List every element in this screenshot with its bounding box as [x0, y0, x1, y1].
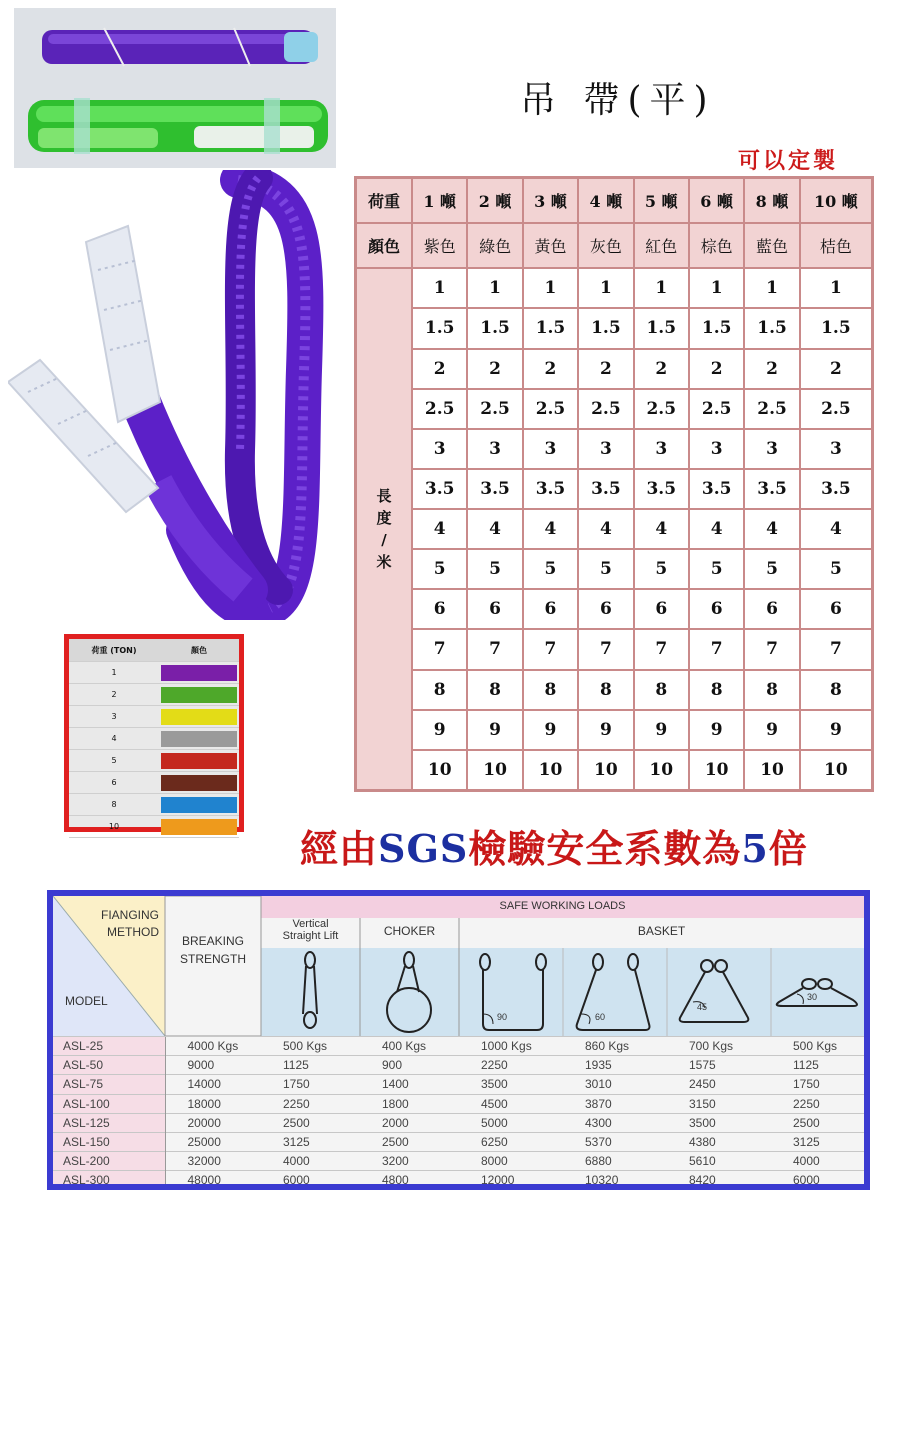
swl-model-cell: ASL-25: [53, 1037, 165, 1056]
swl-value-cell: 4380: [667, 1132, 771, 1151]
length-cell: 3: [467, 429, 522, 469]
length-cell: 8: [412, 670, 467, 710]
legend-color-swatch: [159, 728, 239, 750]
legend-swatch-fill: [161, 797, 237, 813]
length-cell: 8: [634, 670, 689, 710]
length-cell: 4: [578, 509, 633, 549]
swl-value-cell: 4800: [360, 1171, 459, 1184]
load-header: 4 噸: [578, 178, 633, 223]
length-cell: 1: [467, 268, 522, 308]
custom-note: 可以定製: [738, 148, 839, 174]
legend-swatch-fill: [161, 819, 237, 835]
length-cell: 3.5: [689, 469, 744, 509]
length-cell: 9: [634, 710, 689, 750]
swl-value-cell: 1125: [771, 1056, 864, 1075]
length-cell: 3: [412, 429, 467, 469]
length-cell: 1.5: [523, 308, 578, 348]
swl-value-cell: 2500: [360, 1132, 459, 1151]
length-cell: 3.5: [634, 469, 689, 509]
swl-value-cell: 4000: [771, 1152, 864, 1171]
legend-row: [69, 684, 239, 706]
length-cell: 8: [689, 670, 744, 710]
length-cell: 4: [800, 509, 872, 549]
length-cell: 3: [689, 429, 744, 469]
load-header: 6 噸: [689, 178, 744, 223]
length-cell: 6: [412, 589, 467, 629]
swl-model-cell: ASL-200: [53, 1152, 165, 1171]
swl-value-cell: 1400: [360, 1075, 459, 1094]
spec-load-row: [356, 178, 872, 223]
swl-value-cell: 5610: [667, 1152, 771, 1171]
swl-value-cell: 12000: [459, 1171, 563, 1184]
length-cell: 2.5: [689, 389, 744, 429]
load-header: 8 噸: [744, 178, 799, 223]
spec-length-row: [356, 549, 872, 589]
swl-value-cell: 2250: [459, 1056, 563, 1075]
swl-value-cell: 8000: [459, 1152, 563, 1171]
spec-length-row: [356, 268, 872, 308]
swl-row: [53, 1171, 864, 1184]
length-cell: 2.5: [412, 389, 467, 429]
length-cell: 2: [523, 349, 578, 389]
spec-length-row: [356, 469, 872, 509]
swl-value-cell: 5000: [459, 1113, 563, 1132]
color-header: 黃色: [523, 223, 578, 268]
legend-swatch-fill: [161, 775, 237, 791]
breaking-label-line: BREAKING: [181, 934, 244, 948]
length-cell: 1: [523, 268, 578, 308]
model-label: MODEL: [65, 994, 108, 1008]
color-header: 綠色: [467, 223, 522, 268]
length-cell: 5: [744, 549, 799, 589]
length-cell: 7: [689, 629, 744, 669]
color-header: 灰色: [578, 223, 633, 268]
length-cell: 2: [634, 349, 689, 389]
swl-value-cell: 10320: [563, 1171, 667, 1184]
swl-value-cell: 9000: [165, 1056, 261, 1075]
swl-value-cell: 4500: [459, 1094, 563, 1113]
swl-value-cell: 3010: [563, 1075, 667, 1094]
safe-working-loads-inner: [53, 896, 864, 1184]
breaking-strength-label: [165, 934, 261, 966]
length-cell: 3.5: [800, 469, 872, 509]
swl-value-cell: 20000: [165, 1113, 261, 1132]
swl-value-cell: 900: [360, 1056, 459, 1075]
length-cell: 2: [800, 349, 872, 389]
legend-ton: 1: [69, 662, 159, 684]
legend-color-swatch: [159, 772, 239, 794]
swl-value-cell: 2450: [667, 1075, 771, 1094]
swl-row: [53, 1132, 864, 1151]
swl-value-cell: 3150: [667, 1094, 771, 1113]
length-cell: 9: [800, 710, 872, 750]
swl-row: [53, 1152, 864, 1171]
length-cell: 1: [412, 268, 467, 308]
length-cell: 9: [578, 710, 633, 750]
length-cell: 5: [578, 549, 633, 589]
length-cell: 5: [412, 549, 467, 589]
color-header: 桔色: [800, 223, 872, 268]
legend-ton: 4: [69, 728, 159, 750]
safe-working-loads-panel: [47, 890, 870, 1190]
swl-value-cell: 6000: [261, 1171, 360, 1184]
swl-value-cell: 1125: [261, 1056, 360, 1075]
swl-value-cell: 2000: [360, 1113, 459, 1132]
swl-value-cell: 3125: [771, 1132, 864, 1151]
legend-row: [69, 816, 239, 838]
swl-value-cell: 3500: [667, 1113, 771, 1132]
swl-model-cell: ASL-125: [53, 1113, 165, 1132]
length-cell: 5: [689, 549, 744, 589]
load-header: 5 噸: [634, 178, 689, 223]
swl-value-cell: 1575: [667, 1056, 771, 1075]
swl-value-cell: 1800: [360, 1094, 459, 1113]
length-cell: 9: [744, 710, 799, 750]
spec-length-rows: [356, 268, 872, 790]
legend-swatch-fill: [161, 753, 237, 769]
swl-value-cell: 14000: [165, 1075, 261, 1094]
angle-45-text: 45: [697, 1002, 708, 1012]
swl-value-cell: 25000: [165, 1132, 261, 1151]
swl-row: [53, 1075, 864, 1094]
sgs-note-part: 倍: [768, 826, 808, 871]
length-cell: 10: [467, 750, 522, 790]
length-cell: 9: [689, 710, 744, 750]
length-cell: 6: [578, 589, 633, 629]
length-cell: 8: [467, 670, 522, 710]
length-cell: 2.5: [523, 389, 578, 429]
length-cell: 8: [744, 670, 799, 710]
legend-swatch-fill: [161, 731, 237, 747]
swl-model-cell: ASL-50: [53, 1056, 165, 1075]
swl-value-cell: 4300: [563, 1113, 667, 1132]
length-cell: 10: [800, 750, 872, 790]
swl-row: [53, 1113, 864, 1132]
length-cell: 7: [800, 629, 872, 669]
length-cell: 10: [634, 750, 689, 790]
sgs-safety-note: [300, 818, 808, 873]
length-cell: 4: [689, 509, 744, 549]
length-cell: 1: [634, 268, 689, 308]
angle-30-text: 30: [807, 992, 818, 1002]
swl-value-cell: 8420: [667, 1171, 771, 1184]
length-cell: 3.5: [578, 469, 633, 509]
swl-value-cell: 32000: [165, 1152, 261, 1171]
length-cell: 3: [578, 429, 633, 469]
legend-color-swatch: [159, 794, 239, 816]
length-cell: 2: [744, 349, 799, 389]
swl-value-cell: 500 Kgs: [261, 1037, 360, 1056]
swl-value-cell: 860 Kgs: [563, 1037, 667, 1056]
swl-value-cell: 1750: [261, 1075, 360, 1094]
color-legend: [64, 634, 244, 832]
load-header: 1 噸: [412, 178, 467, 223]
legend-ton: 6: [69, 772, 159, 794]
spec-length-row: [356, 750, 872, 790]
length-cell: 7: [634, 629, 689, 669]
length-cell: 2.5: [744, 389, 799, 429]
legend-header-load: 荷重 (TON): [69, 639, 159, 662]
legend-ton: 8: [69, 794, 159, 816]
swl-value-cell: 4000: [261, 1152, 360, 1171]
length-cell: 7: [467, 629, 522, 669]
length-cell: 4: [744, 509, 799, 549]
length-cell: 6: [634, 589, 689, 629]
swl-model-cell: ASL-100: [53, 1094, 165, 1113]
length-cell: 3.5: [523, 469, 578, 509]
sgs-note-part: 經由: [300, 826, 379, 871]
length-cell: 6: [523, 589, 578, 629]
swl-value-cell: 1750: [771, 1075, 864, 1094]
length-cell: 1.5: [800, 308, 872, 348]
color-legend-panel: [69, 639, 239, 831]
length-cell: 7: [578, 629, 633, 669]
length-cell: 3.5: [744, 469, 799, 509]
load-header: 3 噸: [523, 178, 578, 223]
length-cell: 10: [523, 750, 578, 790]
load-label: 荷重: [356, 178, 412, 223]
legend-ton: 5: [69, 750, 159, 772]
length-cell: 9: [412, 710, 467, 750]
length-cell: 7: [523, 629, 578, 669]
legend-row: [69, 728, 239, 750]
legend-header-color: 顏色: [159, 639, 239, 662]
length-cell: 4: [467, 509, 522, 549]
legend-ton: 2: [69, 684, 159, 706]
length-cell: 2.5: [800, 389, 872, 429]
swl-model-cell: ASL-150: [53, 1132, 165, 1151]
swl-header: [53, 896, 864, 1036]
vertical-label-line: Straight Lift: [282, 930, 339, 942]
swl-value-cell: 3500: [459, 1075, 563, 1094]
swl-value-cell: 1935: [563, 1056, 667, 1075]
color-header: 紫色: [412, 223, 467, 268]
length-cell: 9: [523, 710, 578, 750]
length-cell: 2: [689, 349, 744, 389]
length-cell: 2: [412, 349, 467, 389]
spec-length-row: [356, 429, 872, 469]
spec-length-row: [356, 589, 872, 629]
length-cell: 8: [800, 670, 872, 710]
legend-color-swatch: [159, 816, 239, 838]
method-label-line: FIANGING: [101, 908, 160, 922]
choker-label: CHOKER: [383, 924, 436, 938]
length-cell: 7: [412, 629, 467, 669]
legend-rows: [69, 662, 239, 838]
swl-value-cell: 2250: [771, 1094, 864, 1113]
length-cell: 10: [689, 750, 744, 790]
legend-color-swatch: [159, 706, 239, 728]
swl-value-cell: 500 Kgs: [771, 1037, 864, 1056]
spec-length-row: [356, 670, 872, 710]
method-label: [101, 908, 159, 939]
swl-value-cell: 6000: [771, 1171, 864, 1184]
length-cell: 10: [744, 750, 799, 790]
legend-color-swatch: [159, 684, 239, 706]
color-header: 棕色: [689, 223, 744, 268]
swl-rows: [53, 1036, 864, 1184]
sgs-note-factor: 5: [741, 826, 769, 871]
spec-length-row: [356, 308, 872, 348]
length-cell: 10: [578, 750, 633, 790]
length-cell: 9: [467, 710, 522, 750]
swl-value-cell: 6880: [563, 1152, 667, 1171]
swl-row: [53, 1094, 864, 1113]
length-cell: 1.5: [689, 308, 744, 348]
length-cell: 3: [800, 429, 872, 469]
length-cell: 2.5: [467, 389, 522, 429]
sgs-note-part: 檢驗安全系數為: [468, 826, 742, 871]
length-cell: 5: [523, 549, 578, 589]
swl-value-cell: 1000 Kgs: [459, 1037, 563, 1056]
length-cell: 1.5: [634, 308, 689, 348]
legend-row: [69, 772, 239, 794]
length-cell: 6: [467, 589, 522, 629]
length-cell: 2.5: [634, 389, 689, 429]
swl-value-cell: 5370: [563, 1132, 667, 1151]
length-cell: 1: [744, 268, 799, 308]
length-cell: 1: [578, 268, 633, 308]
vertical-label-line: Vertical: [292, 918, 329, 930]
length-cell: 4: [523, 509, 578, 549]
length-cell: 4: [412, 509, 467, 549]
length-cell: 3: [634, 429, 689, 469]
swl-value-cell: 2250: [261, 1094, 360, 1113]
product-photo-loop-sling: [8, 170, 330, 620]
swl-row: [53, 1037, 864, 1056]
swl-row: [53, 1056, 864, 1075]
length-cell: 8: [523, 670, 578, 710]
spec-length-row: [356, 349, 872, 389]
breaking-label-line: STRENGTH: [180, 952, 246, 966]
length-cell: 7: [744, 629, 799, 669]
product-photo-folded-slings: [14, 8, 336, 168]
spec-length-row: [356, 629, 872, 669]
page-title: 吊 帶(平): [520, 80, 716, 121]
vertical-lift-label: [261, 918, 360, 942]
swl-value-cell: 48000: [165, 1171, 261, 1184]
spec-table: [354, 176, 874, 792]
length-cell: 2: [467, 349, 522, 389]
legend-swatch-fill: [161, 687, 237, 703]
spec-length-row: [356, 710, 872, 750]
spec-color-row: [356, 223, 872, 268]
legend-row: [69, 794, 239, 816]
angle-90-text: 90: [497, 1012, 508, 1022]
swl-value-cell: 2500: [771, 1113, 864, 1132]
length-cell: 6: [689, 589, 744, 629]
swl-value-cell: 18000: [165, 1094, 261, 1113]
length-cell: 1.5: [744, 308, 799, 348]
length-cell: 5: [800, 549, 872, 589]
length-label: 長 度 / 米: [356, 268, 412, 790]
legend-ton: 10: [69, 816, 159, 838]
length-cell: 1: [800, 268, 872, 308]
swl-value-cell: 700 Kgs: [667, 1037, 771, 1056]
swl-value-cell: 3870: [563, 1094, 667, 1113]
length-cell: 5: [634, 549, 689, 589]
load-header: 2 噸: [467, 178, 522, 223]
length-cell: 5: [467, 549, 522, 589]
swl-value-cell: 6250: [459, 1132, 563, 1151]
legend-ton: 3: [69, 706, 159, 728]
length-cell: 8: [578, 670, 633, 710]
swl-value-cell: 2500: [261, 1113, 360, 1132]
length-cell: 1: [689, 268, 744, 308]
angle-60-text: 60: [595, 1012, 606, 1022]
length-cell: 1.5: [578, 308, 633, 348]
color-header: 藍色: [744, 223, 799, 268]
length-cell: 3: [523, 429, 578, 469]
length-cell: 2.5: [578, 389, 633, 429]
sgs-note-brand: SGS: [378, 826, 469, 871]
spec-length-row: [356, 389, 872, 429]
length-cell: 3.5: [467, 469, 522, 509]
length-cell: 6: [744, 589, 799, 629]
legend-swatch-fill: [161, 709, 237, 725]
length-cell: 1.5: [412, 308, 467, 348]
legend-row: [69, 706, 239, 728]
length-cell: 3.5: [412, 469, 467, 509]
length-cell: 4: [634, 509, 689, 549]
swl-model-cell: ASL-75: [53, 1075, 165, 1094]
legend-color-swatch: [159, 750, 239, 772]
legend-row: [69, 662, 239, 684]
method-label-line: METHOD: [107, 925, 160, 939]
length-cell: 1.5: [467, 308, 522, 348]
swl-value-cell: 4000 Kgs: [165, 1037, 261, 1056]
swl-value-cell: 3200: [360, 1152, 459, 1171]
legend-color-swatch: [159, 662, 239, 684]
color-legend-table: [69, 639, 239, 838]
load-header: 10 噸: [800, 178, 872, 223]
spec-length-row: [356, 509, 872, 549]
color-label: 顏色: [356, 223, 412, 268]
swl-value-cell: 400 Kgs: [360, 1037, 459, 1056]
length-cell: 2: [578, 349, 633, 389]
length-cell: 6: [800, 589, 872, 629]
length-cell: 10: [412, 750, 467, 790]
legend-swatch-fill: [161, 665, 237, 681]
swl-model-cell: ASL-300: [53, 1171, 165, 1184]
basket-label: BASKET: [637, 924, 686, 938]
swl-value-cell: 3125: [261, 1132, 360, 1151]
length-cell: 3: [744, 429, 799, 469]
legend-row: [69, 750, 239, 772]
color-header: 紅色: [634, 223, 689, 268]
swl-banner: SAFE WORKING LOADS: [499, 900, 626, 912]
